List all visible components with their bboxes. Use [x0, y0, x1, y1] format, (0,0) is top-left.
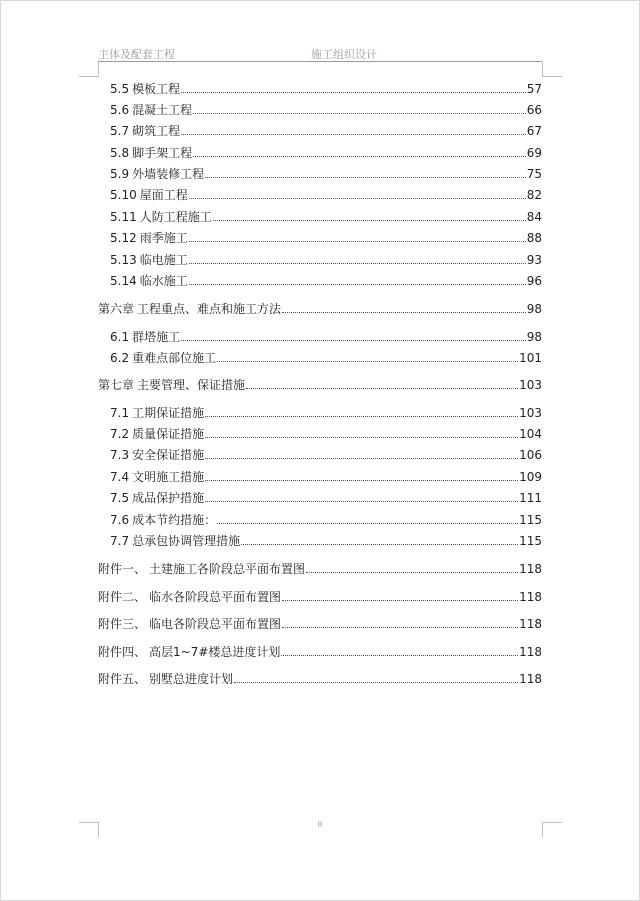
toc-entry-label — [110, 145, 192, 161]
toc-section-number: 6.1 — [110, 330, 130, 344]
toc-page-number: 101 — [519, 351, 542, 365]
toc-dot-leader — [189, 241, 526, 242]
toc-entry[interactable] — [98, 616, 542, 632]
toc-page-number: 109 — [519, 470, 542, 484]
toc-entry[interactable] — [110, 123, 542, 139]
toc-section-title: 别墅总进度计划 — [149, 672, 234, 686]
toc-entry[interactable] — [98, 589, 542, 605]
toc-section-number: 5.7 — [110, 124, 130, 138]
toc-dot-leader — [205, 480, 518, 481]
toc-entry-label — [110, 81, 180, 97]
toc-section-title: 重难点部位施工 — [132, 351, 217, 365]
toc-section-title: 工期保证措施 — [132, 406, 205, 420]
toc-section-number: 7.3 — [110, 448, 130, 462]
toc-entry[interactable] — [98, 644, 542, 660]
header-document-title: 施工组织设计 — [311, 48, 377, 61]
toc-section-title: 成品保护措施 — [132, 491, 205, 505]
toc-page-number: 104 — [519, 427, 542, 441]
toc-entry[interactable] — [110, 405, 542, 421]
toc-section-number: 7.2 — [110, 427, 130, 441]
toc-entry-label — [98, 616, 281, 632]
toc-section-title: 外墙装修工程 — [132, 167, 205, 181]
toc-dot-leader — [282, 312, 526, 313]
toc-section-title: 群塔施工 — [132, 330, 181, 344]
toc-entry[interactable] — [110, 350, 542, 366]
toc-dot-leader — [217, 361, 518, 362]
toc-entry[interactable] — [110, 145, 542, 161]
toc-section-title: 砌筑工程 — [132, 124, 181, 138]
toc-dot-leader — [189, 198, 526, 199]
crop-mark-top-right — [542, 62, 562, 77]
toc-section-number: 第六章 — [98, 302, 135, 316]
toc-page-number: 111 — [519, 491, 542, 505]
toc-entry-label — [98, 589, 281, 605]
toc-entry-label — [110, 187, 188, 203]
toc-dot-leader — [205, 437, 518, 438]
crop-mark-top-left — [79, 62, 99, 77]
toc-dot-leader — [282, 627, 518, 628]
toc-page-number: 115 — [519, 513, 542, 527]
toc-entry-label — [110, 230, 188, 246]
toc-page-number: 118 — [519, 562, 542, 576]
toc-section-title: 临电各阶段总平面布置图 — [149, 617, 282, 631]
toc-dot-leader — [205, 458, 518, 459]
toc-section-title: 土建施工各阶段总平面布置图 — [149, 562, 306, 576]
toc-entry[interactable] — [110, 490, 542, 506]
toc-section-number: 5.9 — [110, 167, 130, 181]
toc-dot-leader — [189, 284, 526, 285]
toc-section-number: 附件二、 — [98, 590, 147, 604]
toc-page-number: 93 — [526, 253, 542, 267]
toc-dot-leader — [306, 572, 518, 573]
toc-page-number: 118 — [519, 590, 542, 604]
toc-dot-leader — [213, 220, 526, 221]
toc-section-title: 模板工程 — [132, 82, 181, 96]
toc-section-number: 5.11 — [110, 210, 137, 224]
toc-dot-leader — [181, 340, 526, 341]
toc-section-number: 附件四、 — [98, 645, 147, 659]
toc-page-number: 67 — [526, 124, 542, 138]
toc-entry-label — [110, 512, 216, 528]
toc-section-number: 5.14 — [110, 274, 137, 288]
toc-page-number: 118 — [519, 645, 542, 659]
header-project-name: 主体及配套工程 — [98, 48, 175, 61]
toc-section-number: 5.5 — [110, 82, 130, 96]
toc-dot-leader — [181, 134, 526, 135]
toc-dot-leader — [189, 263, 526, 264]
toc-section-title: 高层1~7#楼总进度计划 — [149, 645, 281, 659]
toc-dot-leader — [241, 544, 518, 545]
toc-section-number: 5.12 — [110, 231, 137, 245]
toc-page-number: 98 — [526, 330, 542, 344]
toc-entry-label — [98, 301, 281, 317]
toc-section-title: 安全保证措施 — [132, 448, 205, 462]
toc-entry[interactable] — [110, 426, 542, 442]
toc-entry[interactable] — [110, 273, 542, 289]
toc-page-number: 69 — [526, 146, 542, 160]
toc-page-number: 82 — [526, 188, 542, 202]
toc-entry[interactable] — [110, 166, 542, 182]
toc-section-title: 屋面工程 — [139, 188, 188, 202]
toc-entry[interactable] — [110, 512, 542, 528]
toc-section-title: 临水施工 — [139, 274, 188, 288]
toc-section-number: 第七章 — [98, 378, 135, 392]
toc-entry[interactable] — [110, 469, 542, 485]
toc-entry-label — [110, 102, 192, 118]
toc-page-number: 115 — [519, 534, 542, 548]
toc-section-number: 附件一、 — [98, 562, 147, 576]
toc-section-title: 混凝土工程 — [132, 103, 193, 117]
toc-dot-leader — [234, 682, 518, 683]
toc-entry[interactable] — [110, 81, 542, 97]
toc-section-number: 5.6 — [110, 103, 130, 117]
toc-page-number: 88 — [526, 231, 542, 245]
toc-entry-label — [110, 329, 180, 345]
toc-section-title: 雨季施工 — [139, 231, 188, 245]
toc-entry[interactable] — [110, 252, 542, 268]
toc-entry[interactable] — [110, 209, 542, 225]
toc-dot-leader — [217, 523, 518, 524]
toc-dot-leader — [181, 92, 526, 93]
toc-section-title: 质量保证措施 — [132, 427, 205, 441]
toc-section-title: 文明施工措施 — [132, 470, 205, 484]
toc-page-number: 75 — [526, 167, 542, 181]
toc-entry-label — [110, 533, 240, 549]
toc-section-number: 7.7 — [110, 534, 130, 548]
toc-entry-label — [110, 405, 204, 421]
toc-entry-label — [110, 447, 204, 463]
toc-section-title: 成本节约措施： — [132, 513, 217, 527]
toc-dot-leader — [205, 177, 526, 178]
toc-section-number: 附件三、 — [98, 617, 147, 631]
toc-section-title: 临水各阶段总平面布置图 — [149, 590, 282, 604]
toc-page-number: 66 — [526, 103, 542, 117]
toc-dot-leader — [205, 416, 518, 417]
toc-page-number: 106 — [519, 448, 542, 462]
toc-section-number: 5.13 — [110, 253, 137, 267]
toc-entry-label — [98, 644, 280, 660]
toc-entry[interactable] — [110, 230, 542, 246]
toc-page-number: 57 — [526, 82, 542, 96]
toc-entry-label — [98, 377, 245, 393]
toc-entry-label — [98, 561, 305, 577]
toc-entry-label — [110, 123, 180, 139]
toc-section-number: 5.10 — [110, 188, 137, 202]
toc-dot-leader — [246, 388, 518, 389]
toc-entry[interactable] — [110, 102, 542, 118]
toc-section-number: 7.1 — [110, 406, 130, 420]
toc-entry[interactable] — [110, 187, 542, 203]
toc-page-number: 98 — [526, 302, 542, 316]
toc-section-title: 临电施工 — [139, 253, 188, 267]
header-rule — [98, 61, 542, 62]
toc-dot-leader — [205, 501, 518, 502]
toc-section-title: 主要管理、保证措施 — [137, 378, 246, 392]
toc-entry-label — [110, 166, 204, 182]
toc-dot-leader — [282, 600, 518, 601]
toc-section-title: 人防工程施工 — [139, 210, 212, 224]
toc-entry-label — [110, 469, 204, 485]
toc-page-number: 96 — [526, 274, 542, 288]
toc-section-title: 工程重点、难点和施工方法 — [137, 302, 282, 316]
toc-dot-leader — [281, 655, 518, 656]
toc-entry[interactable] — [98, 377, 542, 393]
toc-entry[interactable] — [98, 561, 542, 577]
page-number: II — [317, 820, 323, 829]
toc-entry-label — [98, 671, 233, 687]
toc-section-title: 总承包协调管理措施 — [132, 534, 241, 548]
toc-entry[interactable] — [110, 533, 542, 549]
toc-entry-label — [110, 490, 204, 506]
toc-section-title: 脚手架工程 — [132, 146, 193, 160]
toc-entry-label — [110, 350, 216, 366]
toc-entry[interactable] — [98, 671, 542, 687]
toc-entry[interactable] — [110, 329, 542, 345]
toc-page-number: 103 — [519, 406, 542, 420]
toc-page-number: 118 — [519, 617, 542, 631]
toc-dot-leader — [193, 156, 526, 157]
toc-entry-label — [110, 252, 188, 268]
toc-page-number: 103 — [519, 378, 542, 392]
toc-page-number: 118 — [519, 672, 542, 686]
toc-entry-label — [110, 426, 204, 442]
toc-page-number: 84 — [526, 210, 542, 224]
toc-section-number: 7.4 — [110, 470, 130, 484]
toc-section-number: 7.5 — [110, 491, 130, 505]
toc-entry-label — [110, 273, 188, 289]
toc-section-number: 7.6 — [110, 513, 130, 527]
toc-section-number: 5.8 — [110, 146, 130, 160]
toc-entry[interactable] — [98, 301, 542, 317]
toc-dot-leader — [193, 113, 526, 114]
toc-entry[interactable] — [110, 447, 542, 463]
toc-entry-label — [110, 209, 212, 225]
toc-section-number: 6.2 — [110, 351, 130, 365]
toc-section-number: 附件五、 — [98, 672, 147, 686]
